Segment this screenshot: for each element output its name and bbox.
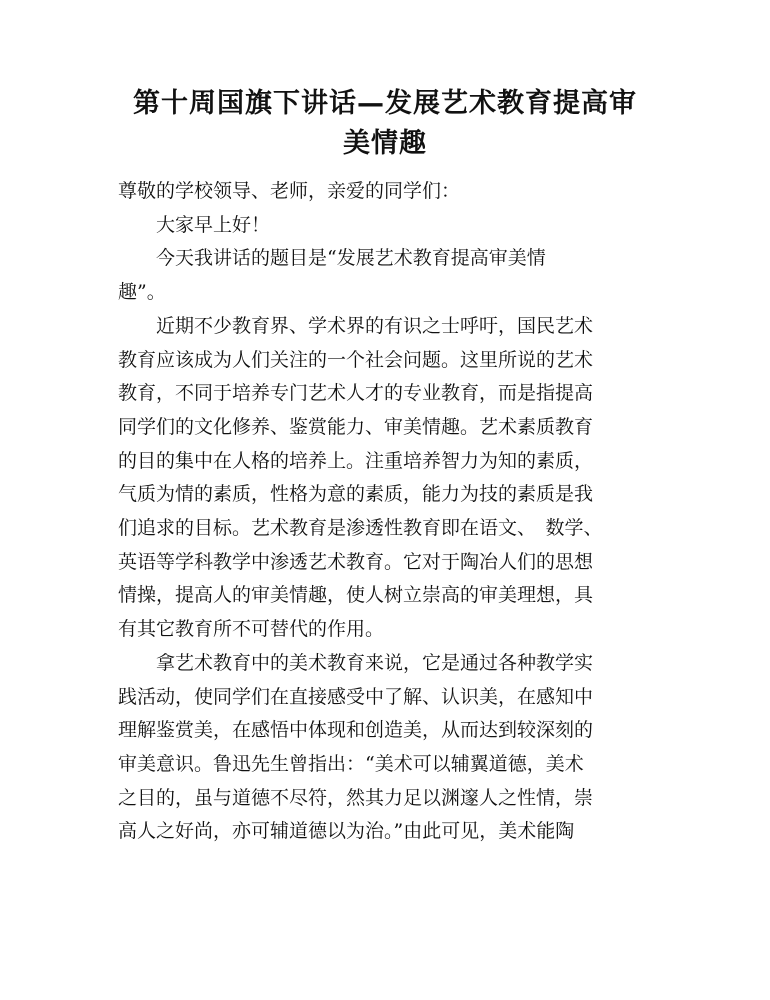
paragraph-line: 们追求的目标。艺术教育是渗透性教育即在语文、 数学、 — [118, 517, 603, 540]
paragraph-line: 同学们的文化修养、鉴赏能力、审美情趣。艺术素质教育 — [118, 415, 594, 438]
document-title — [100, 84, 670, 164]
paragraph-line: 有其它教育所不可替代的作用。 — [118, 618, 385, 641]
paragraph-line: 英语等学科教学中渗透艺术教育。它对于陶冶人们的思想 — [118, 550, 594, 573]
paragraph-line: 审美意识。鲁迅先生曾指出：“美术可以辅翼道德，美术 — [118, 752, 584, 775]
title-line-1: 第十周国旗下讲话—发展艺术教育提高审 — [133, 88, 637, 119]
paragraph-line: 践活动，使同学们在直接感受中了解、认识美，在感知中 — [118, 685, 594, 708]
paragraph-line: 教育，不同于培养专门艺术人才的专业教育，而是指提高 — [118, 382, 594, 405]
paragraph-line: 拿艺术教育中的美术教育来说，它是通过各种教学实 — [156, 651, 594, 674]
paragraph-line: 近期不少教育界、学术界的有识之士呼吁，国民艺术 — [156, 314, 594, 337]
paragraph-line: 理解鉴赏美，在感悟中体现和创造美，从而达到较深刻的 — [118, 719, 594, 742]
topic-line-2: 趣”。 — [118, 281, 166, 304]
salutation: 尊敬的学校领导、老师，亲爱的同学们： — [118, 180, 461, 202]
paragraph-line: 的目的集中在人格的培养上。注重培养智力为知的素质， — [118, 449, 594, 472]
paragraph-line: 情操，提高人的审美情趣，使人树立崇高的审美理想，具 — [118, 584, 594, 607]
paragraph-line: 高人之好尚，亦可辅道德以为治。”由此可见，美术能陶 — [118, 820, 575, 843]
document-body — [118, 175, 678, 849]
paragraph-line: 气质为情的素质，性格为意的素质，能力为技的素质是我 — [118, 483, 594, 506]
paragraph-line: 教育应该成为人们关注的一个社会问题。这里所说的艺术 — [118, 348, 594, 371]
topic-line-1: 今天我讲话的题目是“发展艺术教育提高审美情 — [156, 247, 546, 270]
greeting: 大家早上好！ — [156, 213, 271, 236]
title-line-2: 美情趣 — [343, 128, 427, 159]
paragraph-line: 之目的，虽与道德不尽符，然其力足以渊邃人之性情，崇 — [118, 786, 594, 809]
